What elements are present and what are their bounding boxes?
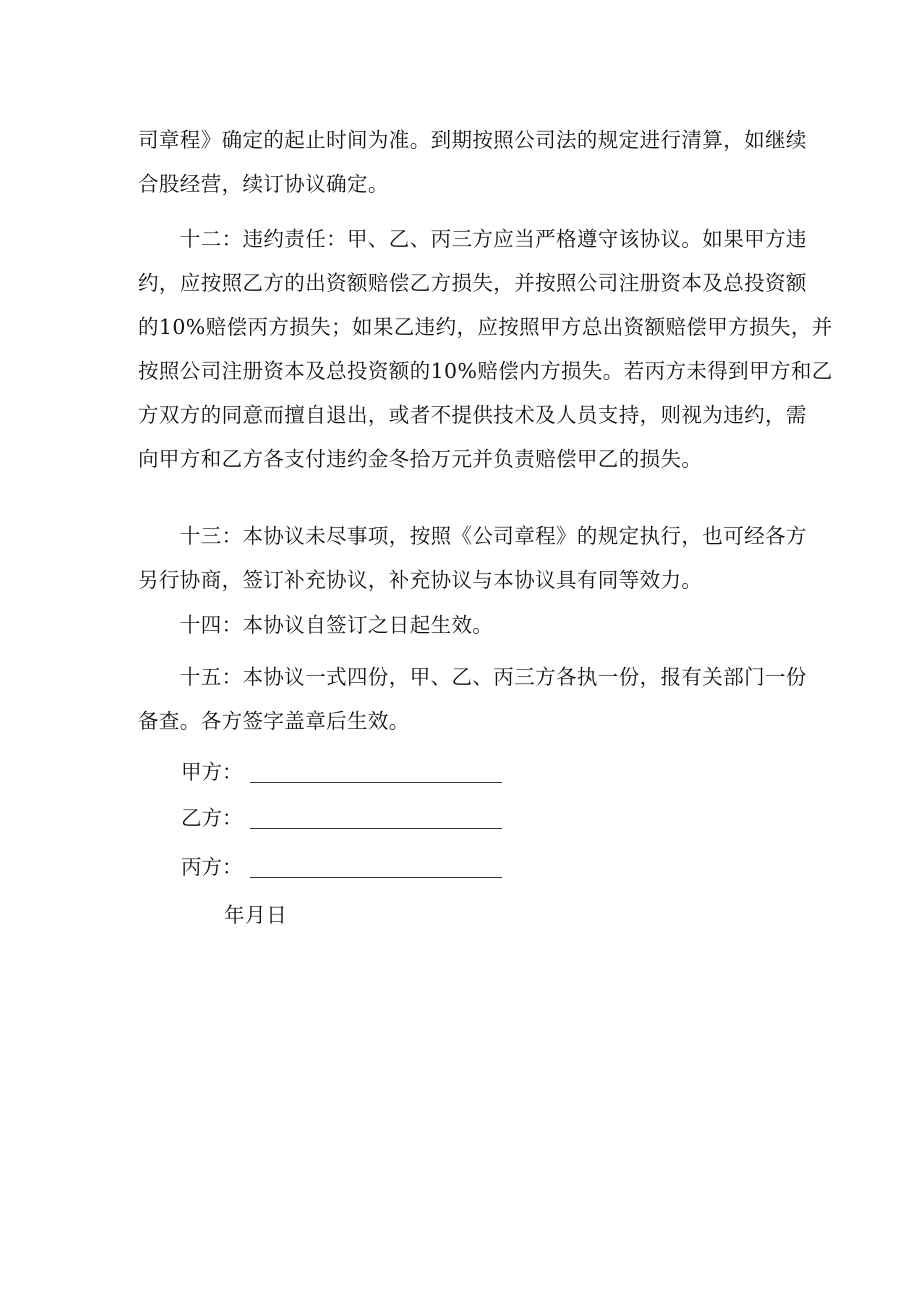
paragraph-line: 向甲方和乙方各支付违约金冬拾万元并负责赔偿甲乙的损失。 <box>138 447 703 471</box>
clause-12 <box>138 217 833 481</box>
paragraph-line: 备查。各方签字盖章后生效。 <box>138 709 410 733</box>
paragraph-line: 方双方的同意而擅自退出，或者不提供技术及人员支持，则视为违约，需 <box>138 403 807 427</box>
paragraph-line: 合股经营，续订协议确定。 <box>138 172 389 196</box>
clause-13 <box>138 514 807 602</box>
paragraph-line: 的10%赔偿丙方损失；如果乙违约，应按照甲方总出资额赔偿甲方损失，并 <box>138 315 833 339</box>
signature-label: 甲方： <box>181 760 243 784</box>
signature-line <box>250 782 502 783</box>
signature-label: 乙方： <box>181 806 243 830</box>
signature-line <box>250 828 502 829</box>
paragraph-line: 按照公司注册资本及总投资额的10%赔偿内方损失。若丙方未得到甲方和乙 <box>138 359 833 383</box>
paragraph-line: 十四：本协议自签订之日起生效。 <box>138 613 494 637</box>
paragraph-line: 十三：本协议未尽事项，按照《公司章程》的规定执行，也可经各方 <box>138 524 807 548</box>
signing-date: 年月日 <box>224 903 288 927</box>
signature-party-b <box>181 803 249 833</box>
signature-label: 丙方： <box>181 855 243 879</box>
clause-continuation <box>138 118 807 206</box>
paragraph-line: 另行协商，签订补充协议，补充协议与本协议具有同等效力。 <box>138 568 703 592</box>
paragraph-line: 司章程》确定的起止时间为准。到期按照公司法的规定进行清算，如继续 <box>138 128 807 152</box>
signature-party-c <box>181 852 249 882</box>
signature-line <box>250 877 502 878</box>
paragraph-line: 十二：违约责任：甲、乙、丙三方应当严格遵守该协议。如果甲方违 <box>138 227 807 251</box>
signature-party-a <box>181 757 249 787</box>
clause-14 <box>138 603 788 647</box>
paragraph-line: 约，应按照乙方的出资额赔偿乙方损失，并按照公司注册资本及总投资额 <box>138 271 807 295</box>
paragraph-line: 十五：本协议一式四份，甲、乙、丙三方各执一份，报有关部门一份 <box>138 665 807 689</box>
clause-15 <box>138 655 807 743</box>
